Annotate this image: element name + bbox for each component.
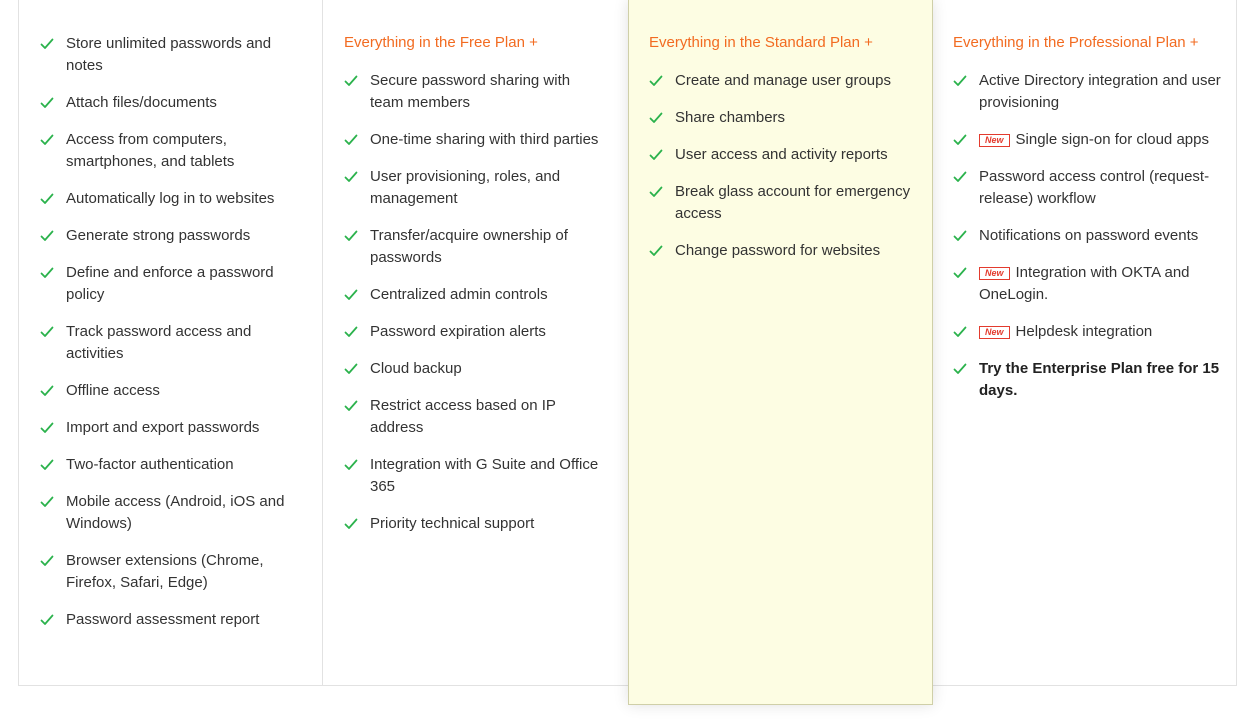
feature-item xyxy=(344,70,606,114)
feature-text: Generate strong passwords xyxy=(66,227,251,244)
checkmark-icon xyxy=(649,244,663,258)
checkmark-icon xyxy=(40,384,54,398)
feature-text[interactable]: Try the Enterprise Plan free for 15 days. xyxy=(979,360,1220,399)
feature-item xyxy=(40,550,302,594)
feature-item xyxy=(40,33,302,77)
checkmark-icon xyxy=(40,96,54,110)
feature-item xyxy=(344,395,606,439)
checkmark-icon xyxy=(40,613,54,627)
feature-text: Two-factor authentication xyxy=(66,456,234,473)
checkmark-icon xyxy=(649,185,663,199)
checkmark-icon xyxy=(40,495,54,509)
feature-item xyxy=(40,454,302,476)
plan-column-free xyxy=(18,0,323,686)
feature-item xyxy=(953,166,1221,210)
feature-item xyxy=(40,92,302,114)
feature-text: Password expiration alerts xyxy=(370,323,546,340)
checkmark-icon xyxy=(344,399,358,413)
feature-item xyxy=(649,107,911,129)
checkmark-icon xyxy=(344,458,358,472)
feature-item xyxy=(953,358,1221,402)
feature-text: Offline access xyxy=(66,382,160,399)
plan-column-standard xyxy=(323,0,628,686)
feature-text: User provisioning, roles, and management xyxy=(370,168,561,207)
checkmark-icon xyxy=(953,133,967,147)
feature-list xyxy=(40,33,302,646)
feature-item xyxy=(40,609,302,631)
checkmark-icon xyxy=(40,325,54,339)
feature-item xyxy=(649,70,911,92)
feature-item xyxy=(40,188,302,210)
plan-heading: Everything in the Standard Plan + xyxy=(649,34,873,51)
feature-item xyxy=(953,70,1221,114)
checkmark-icon xyxy=(953,74,967,88)
new-badge: New xyxy=(979,267,1010,280)
feature-text: Attach files/documents xyxy=(66,94,217,111)
checkmark-icon xyxy=(40,554,54,568)
feature-item xyxy=(953,262,1221,306)
feature-text: Integration with OKTA and OneLogin. xyxy=(979,264,1190,303)
checkmark-icon xyxy=(344,325,358,339)
feature-text: Restrict access based on IP address xyxy=(370,397,556,436)
feature-text: Integration with G Suite and Office 365 xyxy=(370,456,599,495)
feature-item xyxy=(344,321,606,343)
feature-item xyxy=(649,181,911,225)
feature-text: Create and manage user groups xyxy=(675,72,891,89)
feature-item xyxy=(953,321,1221,343)
checkmark-icon xyxy=(649,111,663,125)
feature-item xyxy=(344,454,606,498)
feature-item xyxy=(649,144,911,166)
checkmark-icon xyxy=(344,229,358,243)
feature-item xyxy=(649,240,911,262)
feature-item xyxy=(40,417,302,439)
plan-column-enterprise xyxy=(933,0,1237,686)
feature-item xyxy=(40,129,302,173)
feature-text: User access and activity reports xyxy=(675,146,888,163)
checkmark-icon xyxy=(344,288,358,302)
feature-item xyxy=(344,284,606,306)
checkmark-icon xyxy=(953,266,967,280)
feature-text: One-time sharing with third parties xyxy=(370,131,599,148)
checkmark-icon xyxy=(344,74,358,88)
checkmark-icon xyxy=(40,37,54,51)
feature-list xyxy=(953,70,1221,417)
feature-text: Active Directory integration and user provisioning xyxy=(979,72,1221,111)
checkmark-icon xyxy=(344,170,358,184)
feature-item xyxy=(344,358,606,380)
feature-text: Password assessment report xyxy=(66,611,260,628)
checkmark-icon xyxy=(40,458,54,472)
checkmark-icon xyxy=(953,325,967,339)
feature-text: Centralized admin controls xyxy=(370,286,548,303)
feature-text: Notifications on password events xyxy=(979,227,1199,244)
checkmark-icon xyxy=(40,421,54,435)
feature-text: Transfer/acquire ownership of passwords xyxy=(370,227,568,266)
feature-item xyxy=(344,129,606,151)
checkmark-icon xyxy=(953,362,967,376)
feature-item xyxy=(953,225,1221,247)
checkmark-icon xyxy=(344,133,358,147)
checkmark-icon xyxy=(953,170,967,184)
feature-text: Priority technical support xyxy=(370,515,535,532)
feature-text: Share chambers xyxy=(675,109,786,126)
feature-text: Mobile access (Android, iOS and Windows) xyxy=(66,493,285,532)
feature-text: Change password for websites xyxy=(675,242,881,259)
plan-heading: Everything in the Professional Plan + xyxy=(953,34,1199,51)
feature-item xyxy=(40,321,302,365)
checkmark-icon xyxy=(649,148,663,162)
plan-heading: Everything in the Free Plan + xyxy=(344,34,538,51)
checkmark-icon xyxy=(649,74,663,88)
feature-item xyxy=(40,225,302,247)
new-badge: New xyxy=(979,134,1010,147)
feature-text: Cloud backup xyxy=(370,360,462,377)
checkmark-icon xyxy=(953,229,967,243)
plan-column-professional xyxy=(628,0,933,705)
feature-text: Helpdesk integration xyxy=(1015,323,1153,340)
feature-text: Break glass account for emergency access xyxy=(675,183,911,222)
feature-item xyxy=(344,225,606,269)
feature-item xyxy=(953,129,1221,151)
feature-text: Password access control (request-release) workflow xyxy=(979,168,1210,207)
checkmark-icon xyxy=(40,266,54,280)
checkmark-icon xyxy=(344,517,358,531)
feature-item xyxy=(40,380,302,402)
feature-text: Secure password sharing with team members xyxy=(370,72,571,111)
feature-text: Single sign-on for cloud apps xyxy=(1015,131,1209,148)
feature-text: Access from computers, smartphones, and tablets xyxy=(66,131,235,170)
checkmark-icon xyxy=(40,229,54,243)
feature-text: Define and enforce a password policy xyxy=(66,264,274,303)
checkmark-icon xyxy=(344,362,358,376)
feature-item xyxy=(40,262,302,306)
feature-text: Automatically log in to websites xyxy=(66,190,275,207)
feature-list xyxy=(344,70,606,550)
checkmark-icon xyxy=(40,133,54,147)
feature-text: Import and export passwords xyxy=(66,419,260,436)
feature-list xyxy=(649,70,911,277)
feature-item xyxy=(344,513,606,535)
new-badge: New xyxy=(979,326,1010,339)
feature-item xyxy=(344,166,606,210)
feature-text: Store unlimited passwords and notes xyxy=(66,35,272,74)
feature-text: Browser extensions (Chrome, Firefox, Safari, Edge) xyxy=(66,552,264,591)
feature-item xyxy=(40,491,302,535)
feature-text: Track password access and activities xyxy=(66,323,252,362)
checkmark-icon xyxy=(40,192,54,206)
